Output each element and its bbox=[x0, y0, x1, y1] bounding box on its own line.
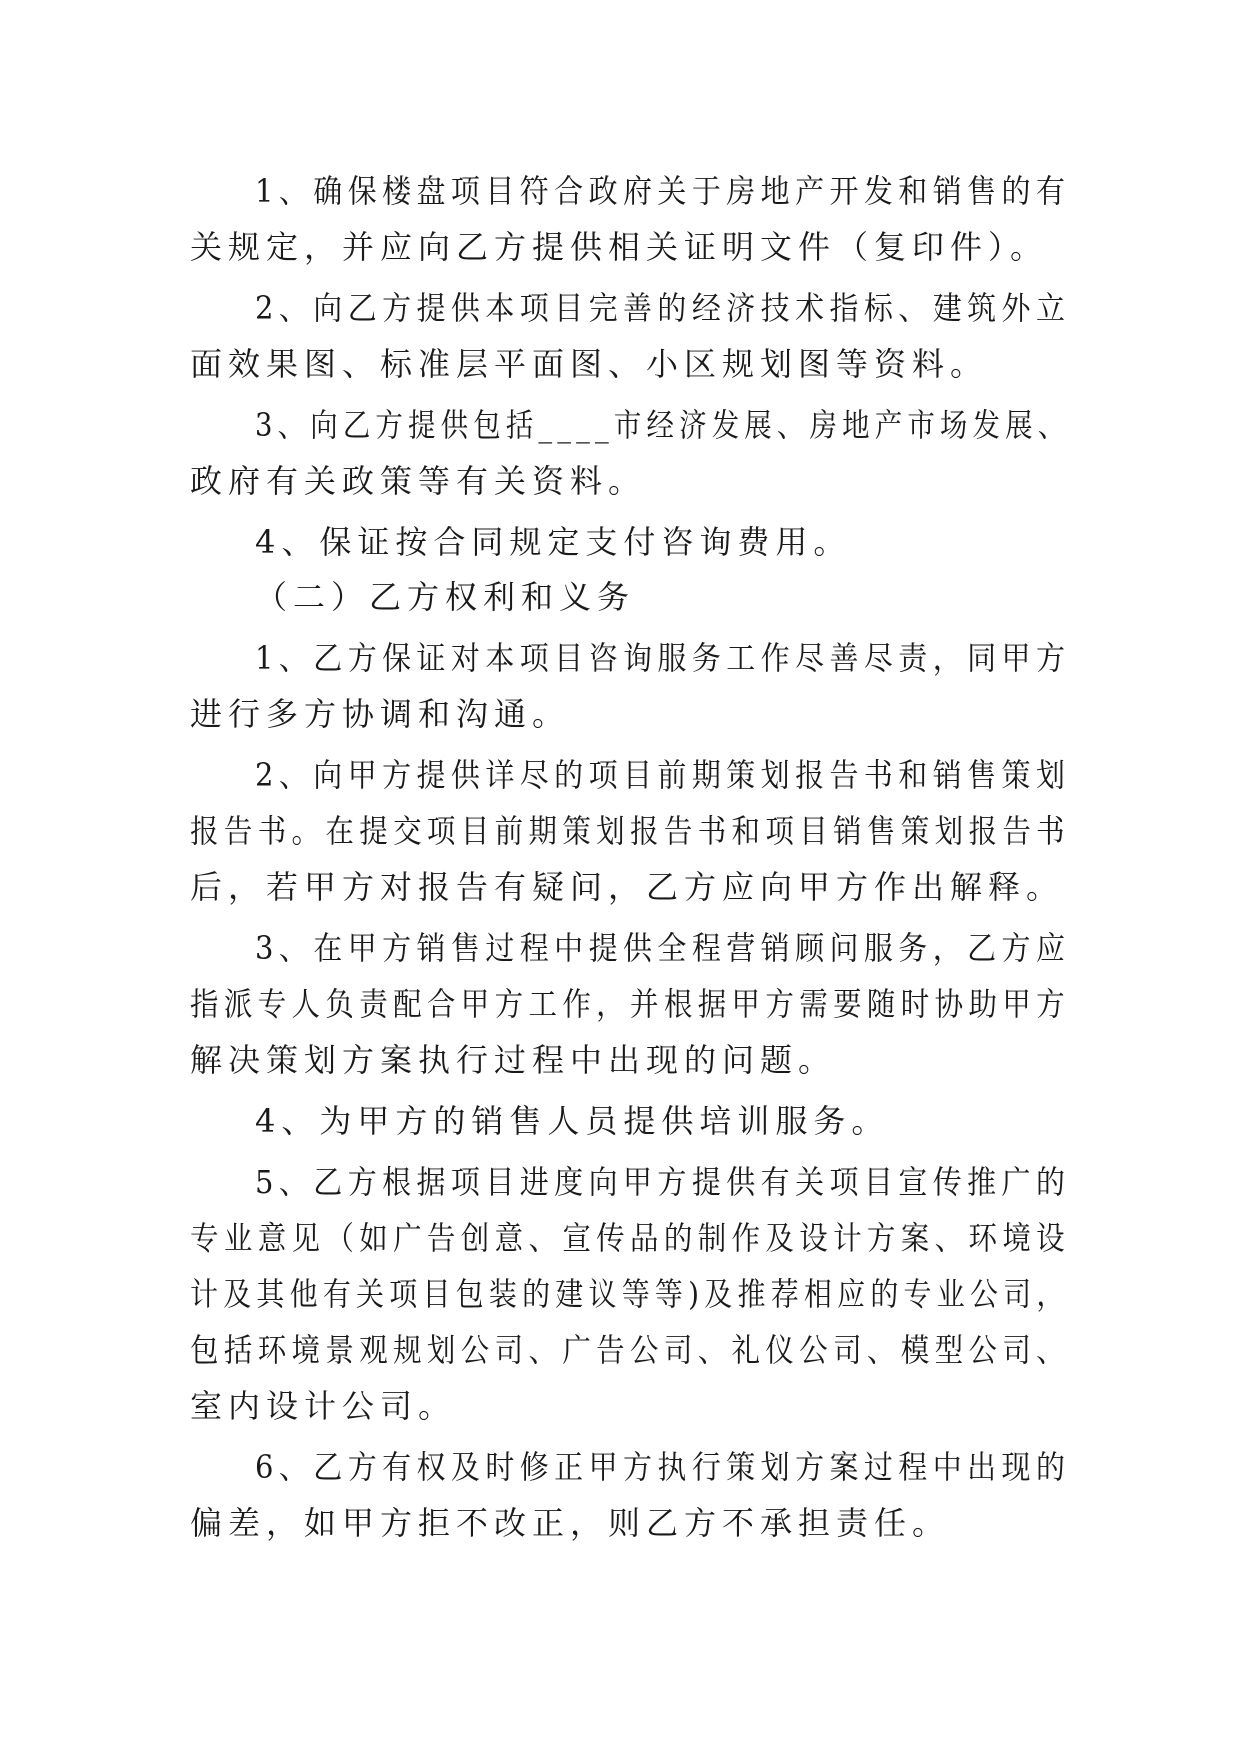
text-line: 专业意见（如广告创意、宣传品的制作及设计方案、环境设 bbox=[190, 1219, 1071, 1257]
text-line: 2、向甲方提供详尽的项目前期策划报告书和销售策划 bbox=[255, 756, 1071, 794]
text-line: 1、乙方保证对本项目咨询服务工作尽善尽责，同甲方 bbox=[255, 639, 1071, 677]
text-line: 进行多方协调和沟通。 bbox=[190, 695, 571, 733]
text-line: 2、向乙方提供本项目完善的经济技术指标、建筑外立 bbox=[255, 289, 1071, 327]
text-line: 解决策划方案执行过程中出现的问题。 bbox=[190, 1041, 837, 1079]
text-line: 关规定，并应向乙方提供相关证明文件（复印件）。 bbox=[190, 228, 1049, 266]
text-line: 4、为甲方的销售人员提供培训服务。 bbox=[255, 1102, 890, 1140]
text-line: 偏差，如甲方拒不改正，则乙方不承担责任。 bbox=[190, 1504, 951, 1542]
text-line: 4、保证按合同规定支付咨询费用。 bbox=[255, 523, 852, 561]
text-line: 后，若甲方对报告有疑问，乙方应向甲方作出解释。 bbox=[190, 868, 1065, 906]
text-line: 包括环境景观规划公司、广告公司、礼仪公司、模型公司、 bbox=[190, 1331, 1071, 1369]
text-line: 5、乙方根据项目进度向甲方提供有关项目宣传推广的 bbox=[255, 1163, 1071, 1201]
text-line: 1、确保楼盘项目符合政府关于房地产开发和销售的有 bbox=[255, 172, 1071, 210]
text-line: 室内设计公司。 bbox=[190, 1387, 457, 1425]
text-line: 面效果图、标准层平面图、小区规划图等资料。 bbox=[190, 345, 989, 383]
text-line: 指派专人负责配合甲方工作，并根据甲方需要随时协助甲方 bbox=[190, 985, 1071, 1023]
text-line: 3、在甲方销售过程中提供全程营销顾问服务，乙方应 bbox=[255, 929, 1071, 967]
text-line: 报告书。在提交项目前期策划报告书和项目销售策划报告书 bbox=[190, 812, 1071, 850]
section-heading: （二）乙方权利和义务 bbox=[255, 578, 636, 616]
text-line: 3、向乙方提供包括____市经济发展、房地产市场发展、 bbox=[255, 406, 1071, 444]
text-line: 计及其他有关项目包装的建议等等)及推荐相应的专业公司， bbox=[190, 1275, 1070, 1313]
text-line: 政府有关政策等有关资料。 bbox=[190, 462, 647, 500]
text-line: 6、乙方有权及时修正甲方执行策划方案过程中出现的 bbox=[255, 1448, 1071, 1486]
